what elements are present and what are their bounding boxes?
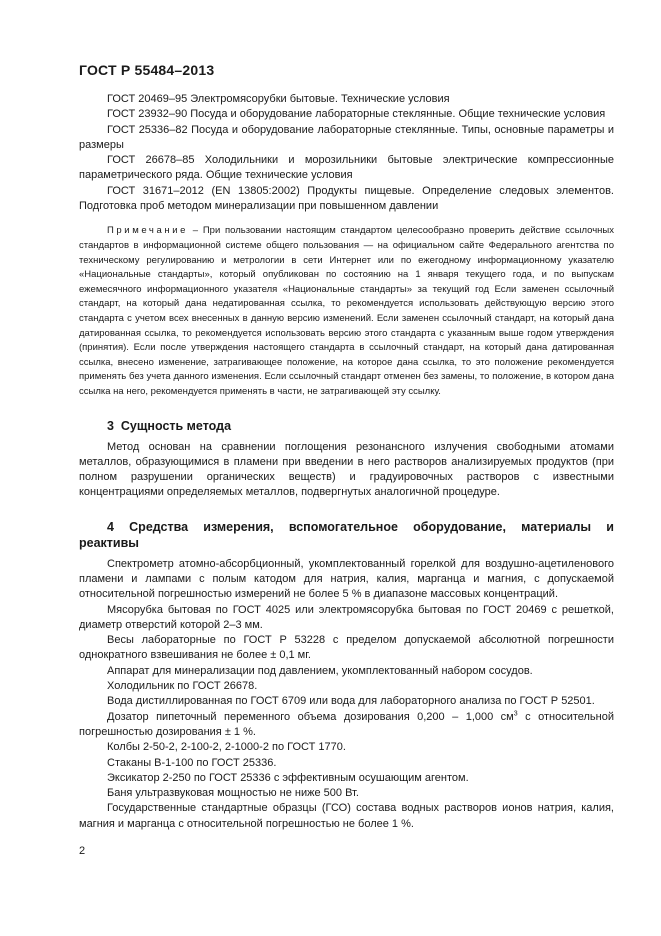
reference-item: ГОСТ 25336–82 Посуда и оборудование лабораторные стеклянные. Типы, основные параметры и размеры: [79, 123, 614, 151]
equipment-item: Эксикатор 2-250 по ГОСТ 25336 с эффективным осушающим агентом.: [107, 771, 469, 784]
equipment-item: Стаканы В-1-100 по ГОСТ 25336.: [107, 756, 277, 769]
equipment-item: Баня ультразвуковая мощностью не ниже 500 Вт.: [107, 787, 359, 800]
equipment-item: Мясорубка бытовая по ГОСТ 4025 или электромясорубка бытовая по ГОСТ 20469 с решеткой, диаметр отверстий которой 2–3 мм.: [79, 603, 614, 631]
note-block: [79, 224, 614, 399]
reference-item: ГОСТ 20469–95 Электромясорубки бытовые. Технические условия: [107, 93, 450, 105]
reference-item: ГОСТ 26678–85 Холодильники и морозильники бытовые электрические компрессионные параметрического ряда. Общие технические условия: [79, 154, 614, 182]
section-number: 3: [107, 418, 114, 433]
dispenser-text-end: с относительной погрешностью дозирования ± 1 %.: [79, 710, 614, 738]
equipment-item: Колбы 2-50-2, 2-100-2, 2-1000-2 по ГОСТ 1770.: [107, 741, 346, 754]
section-4-heading: [79, 519, 614, 551]
reference-item: ГОСТ 31671–2012 (EN 13805:2002) Продукты пищевые. Определение следовых элементов. Подготовка проб методом минерализации при повышенном давлении: [79, 184, 614, 213]
note-label: Примечание: [107, 225, 188, 237]
equipment-item: Холодильник по ГОСТ 26678.: [107, 680, 258, 693]
note-text: – При пользовании настоящим стандартом целесообразно проверить действие ссылочных стандартов в информационной системе общего пользования — на официальном сайте Федерального агентства по техническому регулированию и метрологии в сети Интернет или по ежегодному информационному указателю «Национальные стандарты», который опубликован по состоянию на 1 января текущего года, и по выпускам ежемесячного информационного указателя «Национальные стандарты» за текущий год Если заменен ссылочный стандарт, на который дана недатированная ссылка, то рекомендуется использовать действующую версию этого стандарта с учетом всех внесенных в данную версию изменений. Если заменен ссылочный стандарт, на который дана датированная ссылка, то рекомендуется использовать версию этого стандарта с указанным выше годом утверждения (принятия). Если после утверждения настоящего стандарта в ссылочный стандарт, на который дана датированная ссылка, внесено изменение, затрагивающее положение, на которое дана ссылка, то это положение рекомендуется применять без учета данного изменения. Если ссылочный стандарт отменен без замены, то положение, в котором дана ссылка на него, рекомендуется применять в части, не затрагивающей эту ссылку.: [79, 225, 614, 397]
section-3-text: Метод основан на сравнении поглощения резонансного излучения свободными атомами металлов, образующимися в пламени при введении в него растворов анализируемых продуктов (при полном разрушении органических веществ) и градуировочных растворов с известными концентрациями определяемых металлов, подвергнутых аналогичной процедуре.: [79, 440, 614, 499]
document-body: [79, 92, 614, 832]
page-number: 2: [79, 845, 86, 857]
unit-superscript: 3: [513, 710, 518, 717]
equipment-item: Государственные стандартные образцы (ГСО) состава водных растворов ионов натрия, калия, магния и марганца с относительной погрешностью не более 1 %.: [79, 802, 614, 830]
equipment-item: Аппарат для минерализации под давлением, укомплектованный набором сосудов.: [107, 664, 533, 677]
section-number: 4: [107, 519, 114, 534]
document-header: ГОСТ Р 55484–2013: [79, 62, 215, 78]
dispenser-text: Дозатор пипеточный переменного объема дозирования 0,200 – 1,000 см: [107, 710, 514, 723]
equipment-item: [79, 710, 614, 741]
section-3-heading: [79, 418, 614, 434]
normative-references: [79, 92, 614, 214]
equipment-list: [79, 557, 614, 832]
reference-item: ГОСТ 23932–90 Посуда и оборудование лабораторные стеклянные. Общие технические условия: [107, 108, 606, 121]
section-title: Средства измерения, вспомогательное оборудование, материалы и реактивы: [79, 519, 614, 550]
equipment-item: Вода дистиллированная по ГОСТ 6709 или вода для лабораторного анализа по ГОСТ Р 52501.: [107, 695, 595, 708]
note-paragraph: [79, 224, 614, 399]
section-title: Сущность метода: [120, 418, 232, 433]
equipment-item: Спектрометр атомно-абсорбционный, укомплектованный горелкой для воздушно-ацетиленового пламени и лампами с полым катодом для натрия, калия, марганца и магния, с допускаемой относительной погрешностью измерений не более 5 % в диапазоне массовых концентраций.: [79, 557, 614, 601]
equipment-item: Весы лабораторные по ГОСТ Р 53228 с пределом допускаемой абсолютной погрешности однократного взвешивания не более ± 0,1 мг.: [79, 634, 614, 662]
